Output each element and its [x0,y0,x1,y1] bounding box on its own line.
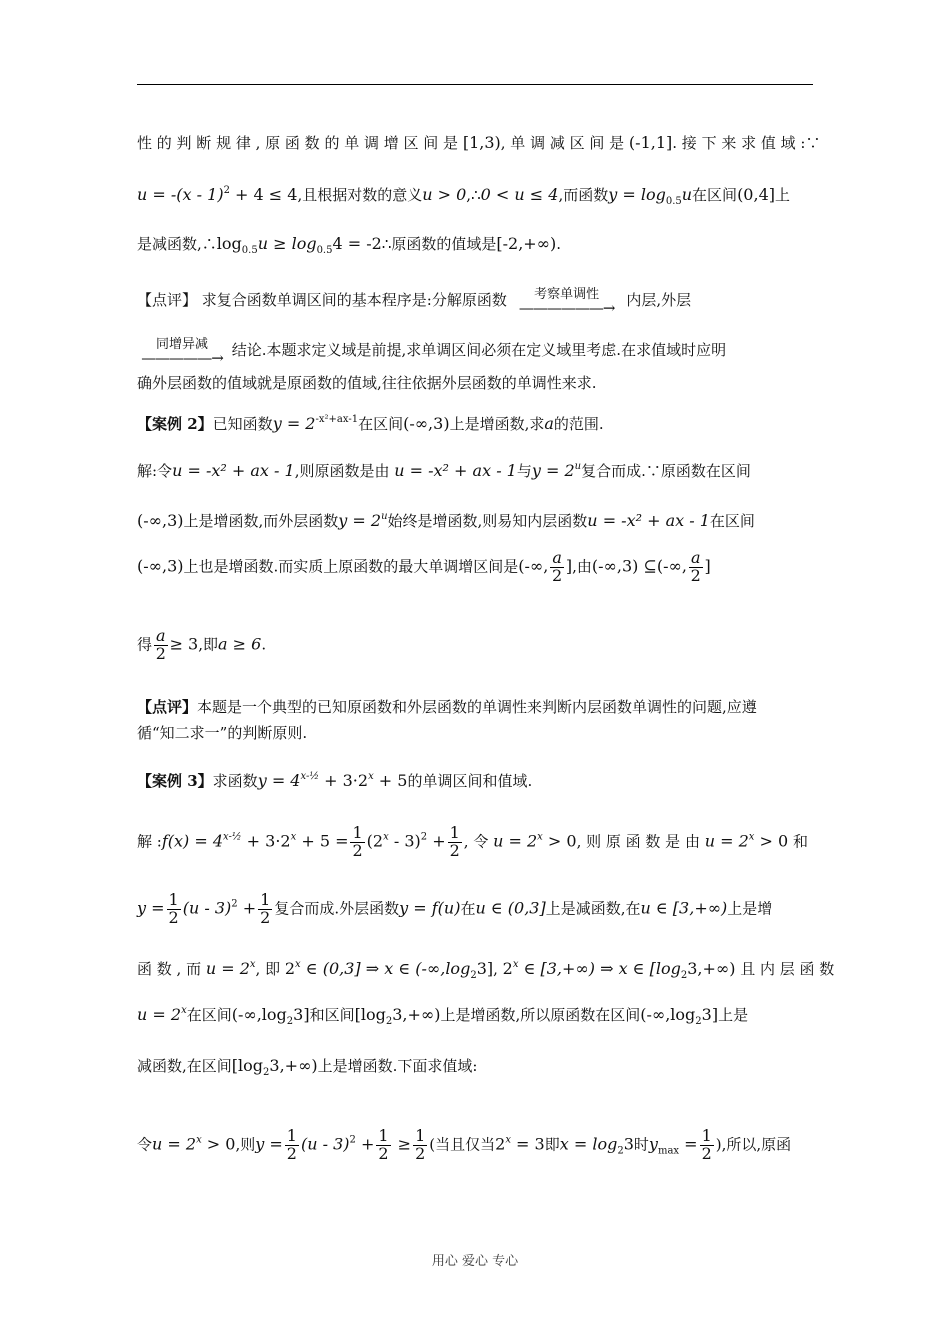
example-line [137,825,808,860]
text: ),所以,原函 [715,1135,792,1154]
arrow-label: 同增异减 [155,337,208,352]
math-sub: 2 [695,1016,702,1027]
text: ,则 [235,1135,256,1154]
math: 0 < u ≤ 4 [480,185,559,204]
math-sup: x [537,831,543,843]
math: + 3·2 [319,771,369,790]
text: (当且仅当 [429,1135,496,1154]
fraction-numerator: a [552,548,562,567]
text: 确外层函数的值域就是原函数的值域,往往依据外层函数的单调性来求. [137,374,597,392]
math-sub: 0.5 [241,245,258,256]
math: u ≥ log [257,234,317,253]
comment-line [137,700,757,715]
fraction-numerator: 1 [378,1126,389,1145]
math: 4 = -2 [332,234,382,253]
math: 3,+∞) [392,1005,441,1024]
text: ,则原函数是由 [294,462,395,480]
text: ,∴ [466,186,481,204]
math: (0,4] [737,185,775,204]
math: (-1,1] [628,133,673,152]
math-sup: u [381,511,388,522]
text: 函 数 , 而 [137,960,206,978]
text: 令 [137,1135,153,1154]
math-sup: x [249,959,256,970]
math-sup: x [383,831,389,843]
math: (2 [366,831,384,851]
math: > 0 [201,1134,236,1154]
math-sub: 2 [263,1067,270,1078]
fraction-denominator: 2 [701,1143,712,1163]
math: [log [354,1005,386,1024]
math-sup: u [574,461,582,472]
math: [log [231,1056,264,1075]
arrow-annotation [512,287,622,318]
example-line [137,1128,791,1163]
math-sup: x [196,1134,202,1146]
text: 在区间 [358,415,404,433]
math: 3] [701,1005,719,1024]
math: (-∞, [518,556,549,576]
fraction-denominator: 2 [449,840,460,860]
math: u ∈ (0,3] [475,898,546,918]
fraction-numerator: 1 [168,890,179,909]
math: + [355,1134,375,1154]
fraction [167,892,181,927]
fraction-numerator: a [690,548,701,567]
text: 解 : [137,832,162,851]
text: 上是增函数,求 [449,415,545,433]
text: 本题是一个典型的已知原函数和外层函数的单调性来判断内层函数单调性的问题,应遵 [197,698,757,716]
math-sup: -x²+ax-1 [315,414,359,425]
math: (-∞,3) [403,414,450,433]
text: 是减函数,∴ [137,235,217,253]
math: [-2,+∞) [496,234,557,253]
fraction [700,1128,714,1163]
text: 求复合函数单调区间的基本程序是:分解原函数 [197,291,512,310]
math-sub: 2 [680,970,688,981]
comment-tag: 【点评】 [137,698,198,716]
text: 和区间 [309,1006,355,1024]
fraction-denominator: 2 [378,1143,389,1163]
math-sup: x [290,831,297,843]
math: u [681,185,693,204]
math: u > 0 [422,185,467,204]
text: ,且根据对数的意义 [297,186,423,204]
math: x = log [559,1134,618,1154]
paragraph-line [137,186,790,207]
fraction-denominator: 2 [168,907,179,927]
math: u = 2 [704,831,749,851]
fraction-denominator: 2 [415,1143,426,1163]
math: y = 2 [338,511,382,530]
fraction-denominator: 2 [155,643,166,663]
math: y = f(u) [399,898,461,918]
text: . 接 下 来 求 值 域 :∵ [672,134,821,152]
text: 上是增函数,而外层函数 [183,512,339,530]
fraction-denominator: 2 [552,565,563,585]
text: 与 [516,462,532,480]
text: 性 的 判 断 规 律 , 原 函 数 的 单 调 增 区 间 是 [137,134,463,152]
math: u = -x² + ax - 1 [394,461,517,480]
math: ∈ (0,3] ⇒ x ∈ (-∞,log [300,959,471,978]
fraction [413,1128,427,1163]
math: + 5 = [296,831,349,851]
math: a ≥ 6 [218,634,262,654]
math: 3] [293,1005,310,1024]
text: ,而函数 [558,186,609,204]
example-tag: 【案例 2】 [137,415,213,433]
arrow-label: 考察单调性 [534,287,600,302]
math: ≥ [392,1134,412,1154]
math-sub: 0.5 [665,196,682,207]
math: (u - 3) [182,898,232,918]
text: 内层,外层 [621,291,692,310]
right-arrow-icon: ——————→ [518,299,615,318]
fraction [448,825,462,860]
text: ∴原函数的值域是 [381,235,497,253]
math: y = 2 [272,414,316,433]
math: ≥ 3 [169,634,199,654]
math: u = -x² + ax - 1 [587,511,710,530]
fraction-numerator: a [156,626,166,645]
math: [1,3) [462,133,501,152]
fraction-numerator: 1 [286,1126,297,1145]
fraction-denominator: 2 [352,840,363,860]
comment-line [137,337,727,368]
example-tag: 【案例 3】 [137,772,213,790]
fraction-numerator: 1 [352,823,363,842]
math-sup: 2 [223,185,230,196]
math-sup: 2 [349,1134,356,1146]
math-sub: max [657,1145,680,1157]
text: 复合而成.外层函数 [274,899,400,918]
text: 的范围. [553,415,604,433]
comment-line [137,726,307,741]
text: 减函数,在区间 [137,1057,232,1075]
math: u = 2 [137,1005,182,1024]
math: y = 4 [257,771,301,790]
math: 2 [284,959,296,978]
example-line [137,892,772,927]
text: 上是减函数,在 [545,899,641,918]
math: > 0 [754,831,789,851]
text: 即 [544,1135,560,1154]
math: ] [704,556,711,576]
text: 上也是增函数.而实质上原函数的最大单调增区间是 [183,557,519,576]
text: 解:令 [137,462,173,480]
math-sub: 2 [617,1145,624,1157]
math: u = 2 [152,1134,197,1154]
example-line [137,512,755,529]
math: + 5 [373,771,408,790]
header-rule [137,84,813,85]
math: y = log [608,185,666,204]
math: u = 2 [205,959,250,978]
math-sup: 2 [231,898,238,910]
math: u ∈ [3,+∞) [640,898,728,918]
math-sup: x-½ [223,831,242,843]
math: ∈ [3,+∞) ⇒ x ∈ [log [518,959,681,978]
text: 复合而成.∵原函数在区间 [581,462,751,480]
text: 上是增函数.下面求值域: [317,1057,478,1075]
math: u = -(x - 1) [137,185,224,204]
math-sup: x [748,831,755,843]
text: , 则 原 函 数 是 由 [576,832,705,851]
math: (-∞,log [640,1005,696,1024]
text: 且 内 层 函 数 [735,960,835,978]
math: (-∞,3) [137,511,184,530]
text: 上是 [718,1006,749,1024]
math: y = 2 [531,461,575,480]
text: 在 [460,899,476,918]
math: (u - 3) [300,1134,350,1154]
fraction [689,550,703,585]
math: + [427,831,446,851]
text: 始终是增函数,则易知内层函数 [387,512,588,530]
math: + 3·2 [241,831,291,851]
math: (-∞, [656,556,687,576]
text: 循“知二求一”的判断原则. [137,724,308,742]
math-sup: x [512,959,519,970]
math-sub: 2 [385,1016,393,1027]
text: 上是增函数,所以原函数在区间 [440,1006,641,1024]
math: (-∞,3) [137,556,184,576]
math: 3] [476,959,494,978]
math-sup: x [181,1005,187,1016]
text: 上是增 [727,899,773,918]
math: 3,+∞) [687,959,736,978]
text: 结论.本题求定义域是前提,求单调区间必须在定义域里考虑.在求值域时应明 [227,341,727,360]
math: (-∞,3) ⊆ [591,556,657,576]
text: ,即 [198,635,219,654]
text: , 单 调 减 区 间 是 [500,134,629,152]
math: = [679,1134,698,1154]
right-arrow-icon: —————→ [141,349,223,368]
math: 2 [495,1134,506,1154]
paragraph-line [137,135,820,151]
example-line [137,462,751,479]
fraction-denominator: 2 [690,565,701,585]
text: 在区间 [692,186,738,204]
fraction [376,1128,390,1163]
math-sub: 2 [286,1016,294,1027]
comment-tag: 【点评】 [137,291,198,310]
math: y = [255,1134,283,1154]
math: f(x) = 4 [161,831,224,851]
example-line [137,550,711,585]
text: 上 [775,186,791,204]
math: 3 [623,1134,634,1154]
fraction [154,628,168,663]
text: 得 [137,635,153,654]
example-line [137,772,532,789]
paragraph-line [137,236,561,256]
math: - 3) [388,831,421,851]
text: 在区间 [186,1006,232,1024]
math: y = [137,898,165,918]
fraction [550,550,564,585]
text: 求函数 [212,772,258,790]
text: ,由 [572,557,592,576]
fraction-denominator: 2 [260,907,271,927]
math: y [648,1134,658,1154]
math: + [237,898,257,918]
text: 的单调区间和值域. [407,772,533,790]
fraction-denominator: 2 [286,1143,297,1163]
math: = 3 [510,1134,545,1154]
fraction-numerator: 1 [701,1126,712,1145]
comment-line [137,287,692,318]
text: , 即 [255,960,285,978]
example-line [137,628,266,663]
text: 和 [788,832,808,851]
comment-line [137,376,597,391]
math: ] [565,556,573,576]
arrow-annotation [137,337,227,368]
math: u = -x² + ax - 1 [172,461,295,480]
text: , [493,960,503,978]
text: 在区间 [709,512,755,530]
math: + 4 ≤ 4 [229,185,298,204]
fraction-numerator: 1 [415,1126,426,1145]
math-sup: x [505,1134,511,1146]
math-sup: x-½ [300,771,320,782]
math-sup: 2 [420,831,428,843]
example-line [137,1058,477,1078]
math: (-∞,log [231,1005,287,1024]
text: 已知函数 [212,415,273,433]
math: a [544,414,554,433]
example-line [137,1006,748,1027]
text: 时 [633,1135,649,1154]
fraction-numerator: 1 [449,823,460,842]
text: , 令 [463,832,494,851]
math-sup: x [295,959,301,970]
math: 2 [502,959,513,978]
example-line [137,415,604,432]
math: u = 2 [493,831,538,851]
example-line [137,960,834,981]
fraction [258,892,272,927]
math: 3,+∞) [269,1056,318,1075]
page-footer: 用心 爱心 专心 [431,1254,519,1269]
fraction-numerator: 1 [260,890,271,909]
math: log [216,234,242,253]
text: . [261,635,267,654]
math: > 0 [542,831,577,851]
text: . [556,235,562,253]
math-sub: 0.5 [316,245,333,256]
math-sub: 2 [470,970,477,981]
math-sup: x [368,771,374,782]
fraction [285,1128,299,1163]
fraction [350,825,364,860]
